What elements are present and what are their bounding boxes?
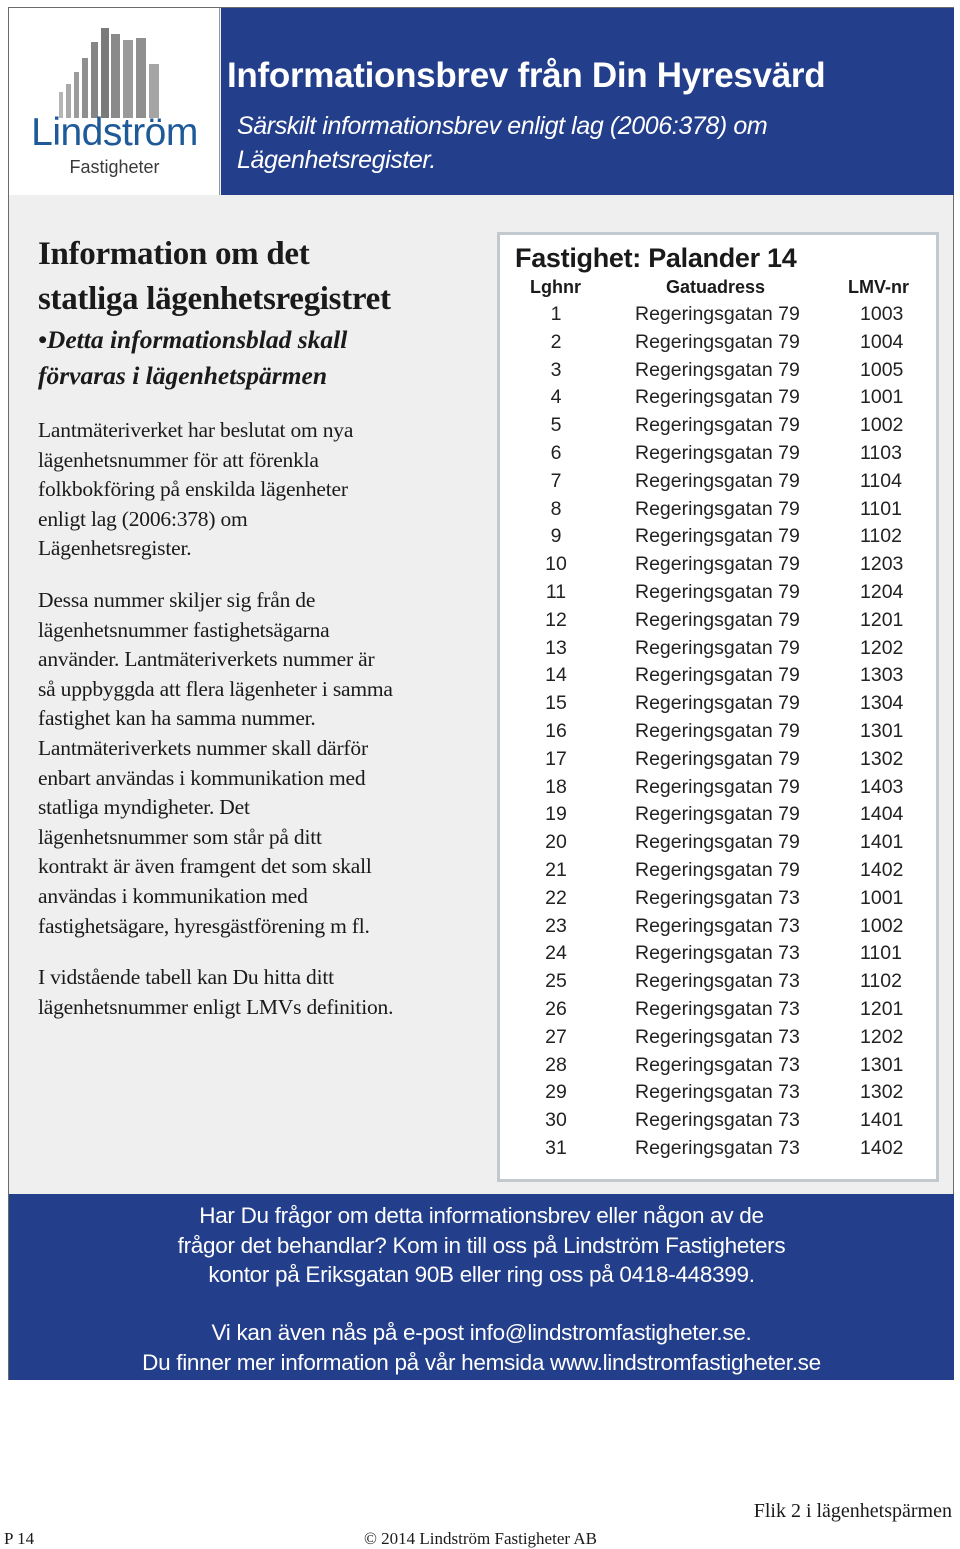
table-row [500,1079,936,1107]
text-line: I vidstående tabell kan Du hitta ditt [38,965,334,990]
cell-lmv-nr: 1102 [860,525,902,548]
cell-lghnr: 4 [550,386,562,409]
cell-lmv-nr: 1003 [860,303,904,325]
heading-line: Information om det [38,236,310,272]
cell-lghnr: 1 [550,303,562,325]
text-line: så uppbyggda att flera lägenheter i samma [38,676,393,701]
text-line: enligt lag (2006:378) om [38,506,248,531]
text-line: fastighetsägare, hyresgästförening m fl. [38,913,370,938]
cell-gatuadress: Regeringsgatan 73 [635,1109,800,1132]
cell-lmv-nr: 1201 [860,608,904,631]
note-line: •Detta informationsblad skall [38,325,348,354]
text-line: lägenhetsnummer enligt LMVs definition. [38,994,394,1019]
info-note [38,322,468,394]
cell-lmv-nr: 1204 [860,580,904,603]
table-row [500,329,936,357]
cell-gatuadress: Regeringsgatan 79 [635,831,800,854]
cell-gatuadress: Regeringsgatan 73 [635,997,800,1020]
cell-gatuadress: Regeringsgatan 73 [635,1081,800,1104]
cell-gatuadress: Regeringsgatan 79 [635,330,800,353]
table-row [500,746,936,774]
paragraph-3 [38,963,468,1022]
header-subtitle-line: Lägenhetsregister. [237,146,436,174]
cell-lmv-nr: 1402 [860,858,904,881]
logo-subtitle: Fastigheter [69,157,160,177]
cell-lghnr: 27 [545,1025,567,1048]
cell-gatuadress: Regeringsgatan 79 [635,692,800,715]
cell-gatuadress: Regeringsgatan 79 [635,441,800,464]
table-row [500,940,936,968]
cell-lmv-nr: 1302 [860,747,904,770]
text-line: lägenhetsnummer för att förenkla [38,447,319,472]
text-line: frågor det behandlar? Kom in till oss på Lindström Fastigheters [177,1232,786,1258]
cell-gatuadress: Regeringsgatan 79 [635,719,800,742]
table-row [500,579,936,607]
table-row [500,968,936,996]
cell-gatuadress: Regeringsgatan 79 [635,553,800,576]
cell-lghnr: 5 [550,414,562,437]
info-heading [38,232,468,322]
cell-gatuadress: Regeringsgatan 73 [635,970,800,993]
cell-gatuadress: Regeringsgatan 79 [635,580,800,603]
cell-lghnr: 8 [550,497,562,520]
column-header-lmv-nr: LMV-nr [848,277,909,297]
cell-lmv-nr: 1004 [860,330,904,353]
cell-lghnr: 10 [545,553,567,576]
cell-gatuadress: Regeringsgatan 73 [635,914,800,937]
cell-lmv-nr: 1402 [860,1136,904,1159]
cell-gatuadress: Regeringsgatan 79 [635,525,800,548]
cell-gatuadress: Regeringsgatan 73 [635,886,800,909]
contact-details [9,1318,954,1377]
company-logo [9,8,220,195]
header-title: Informationsbrev från Din Hyresvärd [227,56,826,95]
cell-lghnr: 22 [545,886,567,909]
cell-lghnr: 29 [545,1081,567,1104]
building-logo-icon [53,20,173,120]
contact-banner [9,1194,954,1380]
table-row [500,885,936,913]
heading-line: statliga lägenhetsregistret [38,281,391,317]
cell-lmv-nr: 1005 [860,358,904,381]
table-row [500,996,936,1024]
cell-gatuadress: Regeringsgatan 73 [635,1053,800,1076]
cell-lghnr: 28 [545,1053,567,1076]
column-header-gatuadress: Gatuadress [666,277,766,297]
cell-lghnr: 23 [545,914,567,937]
table-row [500,412,936,440]
text-line: lägenhetsnummer fastighetsägarna [38,617,330,642]
cell-lghnr: 7 [550,469,562,492]
cell-lghnr: 12 [545,608,567,631]
table-row [500,801,936,829]
logo-name: Lindström [31,111,198,154]
cell-gatuadress: Regeringsgatan 79 [635,608,800,631]
cell-lmv-nr: 1102 [860,970,902,993]
text-line: användas i kommunikation med [38,883,308,908]
text-line: kontor på Eriksgatan 90B eller ring oss på 0418-448399. [208,1262,755,1287]
cell-lghnr: 17 [545,747,567,770]
page-number: P 14 [4,1529,35,1548]
column-header-lghnr: Lghnr [530,277,581,297]
tab-label: Flik 2 i lägenhetspärmen [753,1500,952,1522]
cell-lmv-nr: 1202 [860,1025,904,1048]
cell-lmv-nr: 1104 [860,469,902,492]
cell-lmv-nr: 1401 [860,831,904,854]
text-line: Lantmäteriverkets nummer skall därför [38,735,368,760]
text-line: Lantmäteriverket har beslutat om nya [38,418,354,442]
cell-gatuadress: Regeringsgatan 73 [635,1136,800,1159]
paragraph-2 [38,586,468,941]
header-subtitle-line: Särskilt informationsbrev enligt lag (2006:378) om [237,112,768,140]
cell-gatuadress: Regeringsgatan 73 [635,1025,800,1048]
cell-gatuadress: Regeringsgatan 79 [635,358,800,381]
table-header-row [500,277,936,299]
text-line: lägenhetsnummer som står på ditt [38,824,322,849]
cell-lmv-nr: 1001 [860,386,904,409]
cell-lghnr: 15 [545,692,567,715]
cell-lghnr: 18 [545,775,567,798]
table-row [500,1107,936,1135]
table-row [500,357,936,385]
cell-lmv-nr: 1304 [860,692,904,715]
cell-lmv-nr: 1301 [860,719,904,742]
table-row [500,301,936,329]
cell-lmv-nr: 1101 [860,497,902,520]
text-line: Vi kan även nås på e-post info@lindstromfastigheter.se. [211,1320,752,1345]
cell-lghnr: 31 [545,1136,567,1159]
cell-gatuadress: Regeringsgatan 79 [635,664,800,687]
cell-lghnr: 16 [545,719,567,742]
table-row [500,468,936,496]
table-row [500,662,936,690]
cell-lmv-nr: 1001 [860,886,904,909]
table-body [500,301,936,1163]
cell-gatuadress: Regeringsgatan 79 [635,386,800,409]
table-row [500,1052,936,1080]
cell-lmv-nr: 1103 [860,441,902,464]
cell-lmv-nr: 1002 [860,914,904,937]
cell-gatuadress: Regeringsgatan 79 [635,303,800,325]
table-row [500,774,936,802]
cell-lmv-nr: 1404 [860,803,904,826]
text-line: Lägenhetsregister. [38,536,192,561]
text-line: Har Du frågor om detta informationsbrev eller någon av de [199,1203,764,1228]
header-subtitle [237,109,937,177]
cell-lmv-nr: 1002 [860,414,904,437]
cell-lmv-nr: 1101 [860,942,902,965]
cell-lmv-nr: 1201 [860,997,904,1020]
header-banner [221,8,954,195]
cell-lghnr: 13 [545,636,567,659]
info-text-column [38,232,468,1022]
cell-lghnr: 20 [545,831,567,854]
cell-lghnr: 6 [550,441,562,464]
cell-gatuadress: Regeringsgatan 79 [635,775,800,798]
table-row [500,523,936,551]
table-row [500,913,936,941]
table-row [500,857,936,885]
cell-lmv-nr: 1303 [860,664,904,687]
cell-lghnr: 19 [545,803,567,826]
table-row [500,635,936,663]
text-line: statliga myndigheter. Det [38,795,250,820]
cell-lmv-nr: 1302 [860,1081,904,1104]
cell-gatuadress: Regeringsgatan 79 [635,858,800,881]
cell-lmv-nr: 1401 [860,1109,904,1132]
text-line: enbart användas i kommunikation med [38,765,366,790]
apartment-table [497,232,939,1182]
cell-lmv-nr: 1203 [860,553,904,576]
cell-lghnr: 30 [545,1109,567,1132]
cell-gatuadress: Regeringsgatan 79 [635,469,800,492]
cell-lghnr: 2 [550,330,562,353]
cell-lghnr: 24 [545,942,567,965]
table-row [500,496,936,524]
cell-lghnr: 26 [545,997,567,1020]
text-line: kontrakt är även framgent det som skall [38,854,372,879]
paragraph-1 [38,416,468,564]
cell-gatuadress: Regeringsgatan 79 [635,747,800,770]
table-row [500,829,936,857]
copyright: © 2014 Lindström Fastigheter AB [364,1529,597,1548]
contact-questions [9,1201,954,1290]
cell-gatuadress: Regeringsgatan 79 [635,497,800,520]
cell-lghnr: 9 [550,525,562,548]
text-line: Du finner mer information på vår hemsida www.lindstromfastigheter.se [142,1349,821,1375]
text-line: fastighet kan ha samma nummer. [38,706,316,731]
cell-lmv-nr: 1301 [860,1053,904,1076]
cell-gatuadress: Regeringsgatan 73 [635,942,800,965]
table-title: Fastighet: Palander 14 [515,243,797,273]
table-row [500,1024,936,1052]
table-row [500,1135,936,1163]
cell-gatuadress: Regeringsgatan 79 [635,803,800,826]
cell-lghnr: 21 [545,858,567,881]
table-row [500,690,936,718]
cell-lghnr: 14 [545,664,567,687]
cell-gatuadress: Regeringsgatan 79 [635,414,800,437]
cell-lmv-nr: 1403 [860,775,904,798]
text-line: Dessa nummer skiljer sig från de [38,587,316,612]
information-sheet [8,7,954,1380]
table-row [500,384,936,412]
text-line: folkbokföring på enskilda lägenheter [38,477,348,502]
cell-lmv-nr: 1202 [860,636,904,659]
cell-lghnr: 3 [550,358,562,381]
table-row [500,607,936,635]
cell-lghnr: 11 [545,580,567,603]
cell-gatuadress: Regeringsgatan 79 [635,636,800,659]
note-line: förvaras i lägenhetspärmen [38,361,328,390]
table-row [500,718,936,746]
text-line: använder. Lantmäteriverkets nummer är [38,647,375,672]
cell-lghnr: 25 [545,970,567,993]
table-row [500,551,936,579]
table-row [500,440,936,468]
